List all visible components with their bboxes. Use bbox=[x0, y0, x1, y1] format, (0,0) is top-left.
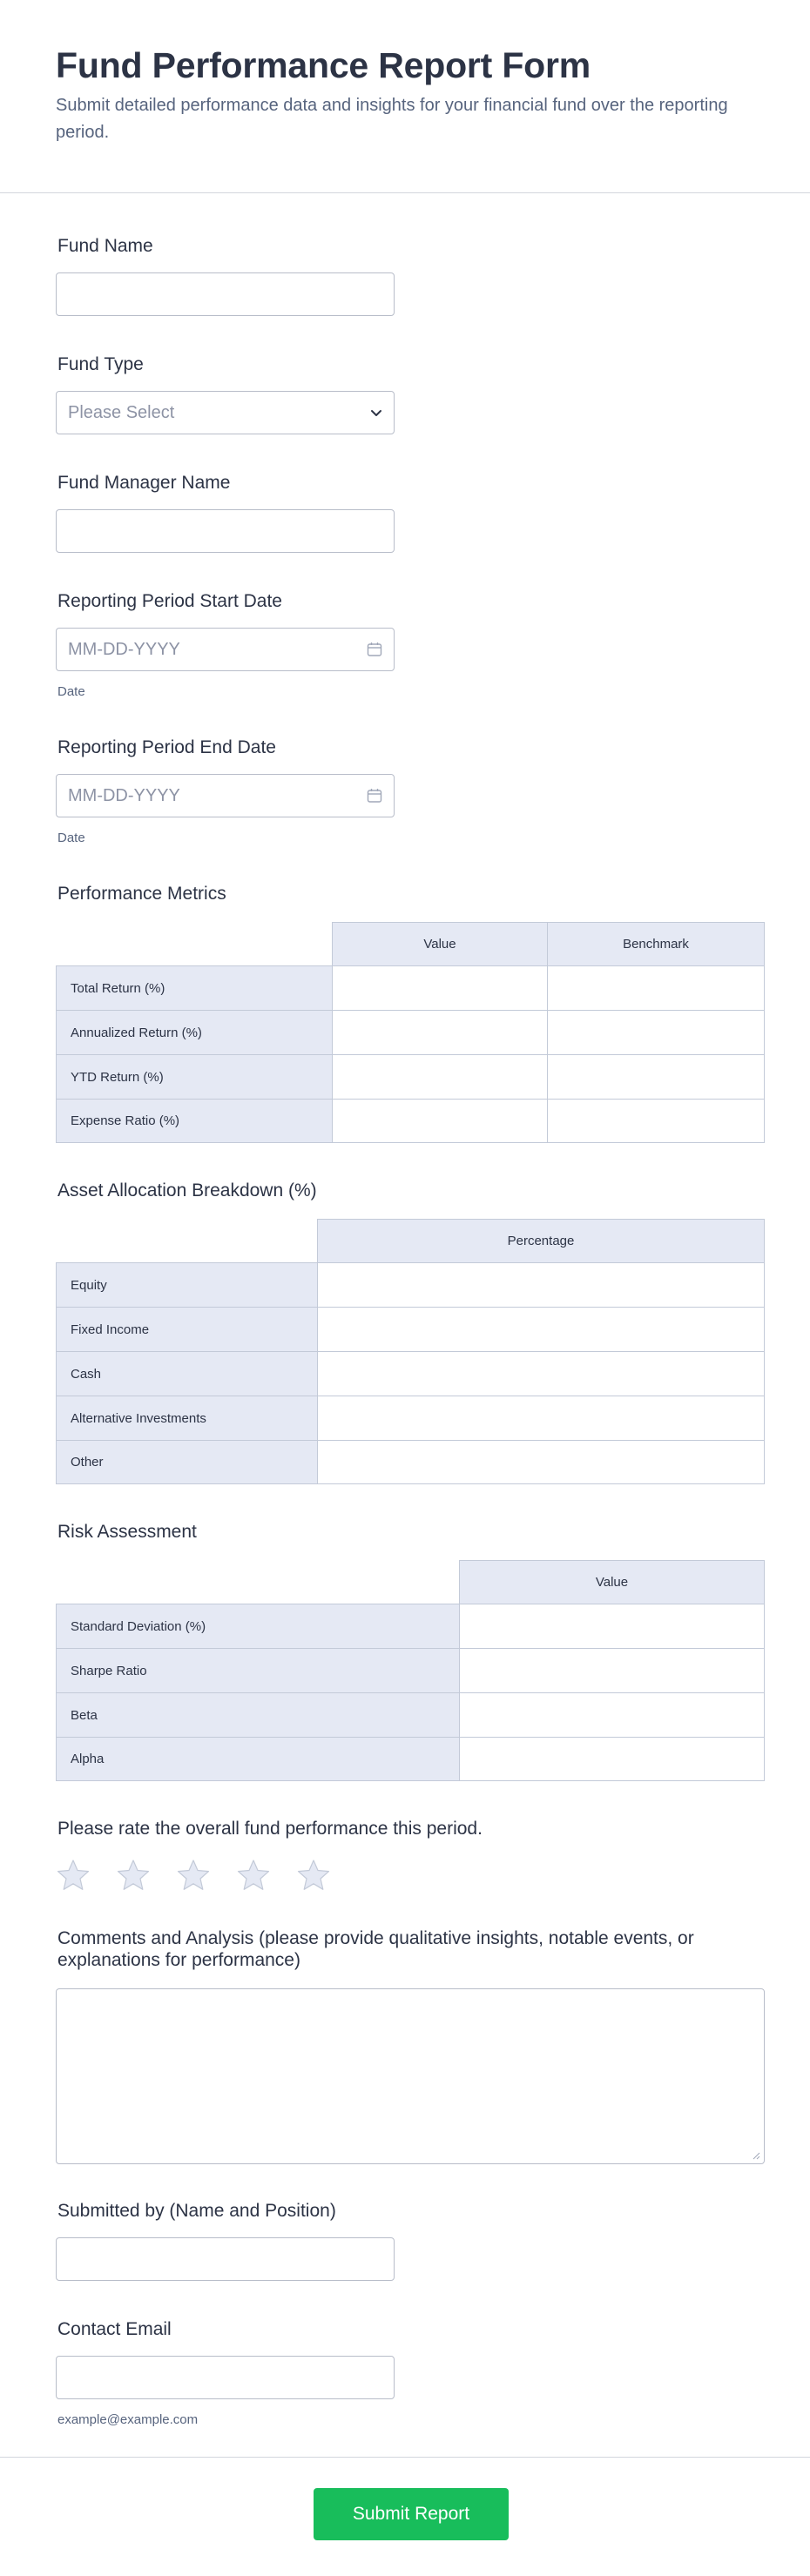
fund-type-placeholder: Please Select bbox=[68, 403, 175, 422]
row-label: Sharpe Ratio bbox=[56, 1648, 460, 1693]
row-label: Alternative Investments bbox=[56, 1396, 318, 1441]
page-subtitle: Submit detailed performance data and insights for your financial fund over the reporting period. bbox=[56, 96, 728, 142]
star-icon[interactable] bbox=[296, 1858, 331, 1893]
comments-label: Comments and Analysis (please provide qualitative insights, notable events, or explanations for performance) bbox=[57, 1928, 694, 1970]
matrix-cell-input[interactable] bbox=[317, 1307, 765, 1352]
matrix-cell-input[interactable] bbox=[332, 1099, 548, 1143]
column-header: Value bbox=[459, 1560, 765, 1604]
end-date-label: Reporting Period End Date bbox=[57, 737, 276, 757]
risk-assessment-label: Risk Assessment bbox=[57, 1522, 197, 1542]
star-icon[interactable] bbox=[116, 1858, 151, 1893]
start-date-label: Reporting Period Start Date bbox=[57, 591, 282, 611]
page-title: Fund Performance Report Form bbox=[56, 45, 591, 85]
submit-report-button[interactable]: Submit Report bbox=[314, 2488, 509, 2540]
matrix-cell-input[interactable] bbox=[547, 1099, 765, 1143]
fund-type-select[interactable] bbox=[56, 391, 395, 434]
star-icon[interactable] bbox=[56, 1858, 91, 1893]
matrix-cell-input[interactable] bbox=[317, 1396, 765, 1441]
contact-email-sublabel: example@example.com bbox=[57, 2412, 199, 2427]
row-label: Alpha bbox=[56, 1737, 460, 1781]
performance-metrics-label: Performance Metrics bbox=[57, 884, 226, 904]
row-label: Standard Deviation (%) bbox=[56, 1604, 460, 1649]
fund-manager-label: Fund Manager Name bbox=[57, 473, 231, 493]
submitted-by-input[interactable] bbox=[56, 2237, 395, 2281]
end-date-placeholder: MM-DD-YYYY bbox=[68, 786, 180, 805]
end-date-sublabel: Date bbox=[57, 831, 85, 845]
row-label: YTD Return (%) bbox=[56, 1054, 333, 1100]
form-header bbox=[0, 0, 810, 193]
matrix-cell-input[interactable] bbox=[459, 1692, 765, 1738]
matrix-cell-input[interactable] bbox=[317, 1262, 765, 1308]
matrix-cell-input[interactable] bbox=[332, 1010, 548, 1055]
row-label: Fixed Income bbox=[56, 1307, 318, 1352]
contact-email-label: Contact Email bbox=[57, 2319, 172, 2339]
column-header: Percentage bbox=[317, 1219, 765, 1263]
matrix-cell-input[interactable] bbox=[547, 965, 765, 1011]
fund-manager-input[interactable] bbox=[56, 509, 395, 553]
contact-email-input[interactable] bbox=[56, 2356, 395, 2399]
calendar-icon[interactable] bbox=[367, 788, 382, 804]
chevron-down-icon bbox=[369, 406, 383, 420]
column-header: Benchmark bbox=[547, 922, 765, 966]
risk-assessment-table bbox=[56, 1560, 765, 1781]
matrix-cell-input[interactable] bbox=[459, 1604, 765, 1649]
matrix-cell-input[interactable] bbox=[332, 965, 548, 1011]
star-icon[interactable] bbox=[176, 1858, 211, 1893]
row-label: Equity bbox=[56, 1262, 318, 1308]
start-date-sublabel: Date bbox=[57, 684, 85, 699]
matrix-cell-input[interactable] bbox=[317, 1440, 765, 1484]
submitted-by-label: Submitted by (Name and Position) bbox=[57, 2201, 336, 2221]
row-label: Expense Ratio (%) bbox=[56, 1099, 333, 1143]
fund-name-input[interactable] bbox=[56, 272, 395, 316]
star-icon[interactable] bbox=[236, 1858, 271, 1893]
row-label: Other bbox=[56, 1440, 318, 1484]
resize-handle-icon[interactable] bbox=[752, 2151, 760, 2160]
fund-type-label: Fund Type bbox=[57, 354, 144, 374]
matrix-cell-input[interactable] bbox=[332, 1054, 548, 1100]
asset-allocation-label: Asset Allocation Breakdown (%) bbox=[57, 1180, 317, 1201]
performance-metrics-table bbox=[56, 922, 765, 1143]
matrix-cell-input[interactable] bbox=[459, 1648, 765, 1693]
end-date-input[interactable] bbox=[56, 774, 395, 817]
row-label: Cash bbox=[56, 1351, 318, 1396]
column-header: Value bbox=[332, 922, 548, 966]
matrix-cell-input[interactable] bbox=[317, 1351, 765, 1396]
start-date-placeholder: MM-DD-YYYY bbox=[68, 640, 180, 659]
matrix-cell-input[interactable] bbox=[547, 1010, 765, 1055]
calendar-icon[interactable] bbox=[367, 642, 382, 657]
start-date-input[interactable] bbox=[56, 628, 395, 671]
fund-name-label: Fund Name bbox=[57, 236, 153, 256]
row-label: Total Return (%) bbox=[56, 965, 333, 1011]
row-label: Annualized Return (%) bbox=[56, 1010, 333, 1055]
comments-textarea[interactable] bbox=[56, 1988, 765, 2164]
rating-label: Please rate the overall fund performance this period. bbox=[57, 1819, 483, 1839]
row-label: Beta bbox=[56, 1692, 460, 1738]
matrix-cell-input[interactable] bbox=[547, 1054, 765, 1100]
matrix-cell-input[interactable] bbox=[459, 1737, 765, 1781]
asset-allocation-table bbox=[56, 1219, 765, 1484]
